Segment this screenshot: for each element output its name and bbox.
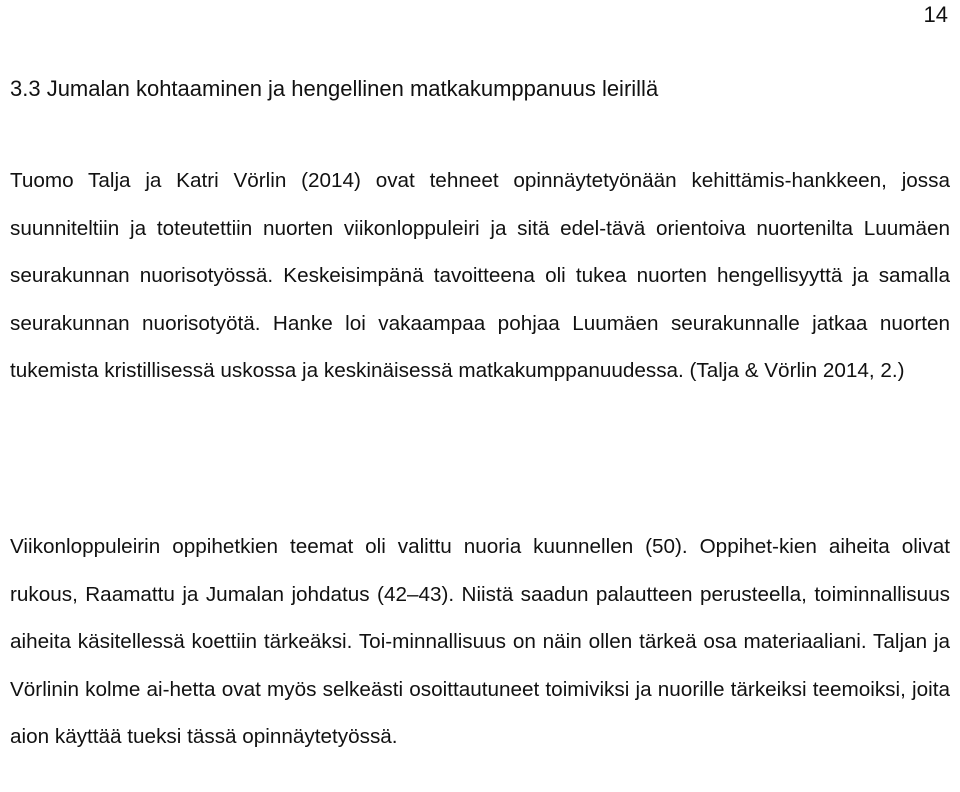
body-paragraph-2: Viikonloppuleirin oppihetkien teemat oli valittu nuoria kuunnellen (50). Oppihet-kien aiheita olivat rukous, Raamattu ja Jumalan johdatus (42–43). Niistä saadun palautteen perusteella, toiminnallisuus aiheita käsitellessä koettiin tärkeäksi. Toi-minnallisuus on näin ollen tärkeä osa materiaaliani. Taljan ja Vörlinin kolme ai-hetta ovat myös selkeästi osoittautuneet toimiviksi ja nuorille tärkeiksi teemoiksi, joita aion käyttää tueksi tässä opinnäytetyössä. [10, 535, 950, 748]
section-heading: 3.3 Jumalan kohtaaminen ja hengellinen matkakumppanuus leirillä [10, 76, 659, 101]
page-number: 14 [923, 2, 948, 27]
body-paragraph-1: Tuomo Talja ja Katri Vörlin (2014) ovat tehneet opinnäytetyönään kehittämis-hankkeen, jossa suunniteltiin ja toteutettiin nuorten viikonloppuleiri ja sitä edel-tävä orientoiva nuortenilta Luumäen seurakunnan nuorisotyössä. Keskeisimpänä tavoitteena oli tukea nuorten hengellisyyttä ja samalla seurakunnan nuorisotyötä. Hanke loi vakaampaa pohjaa Luumäen seurakunnalle jatkaa nuorten tukemista kristillisessä uskossa ja keskinäisessä matkakumppanuudessa. (Talja & Vörlin 2014, 2.) [10, 169, 950, 382]
